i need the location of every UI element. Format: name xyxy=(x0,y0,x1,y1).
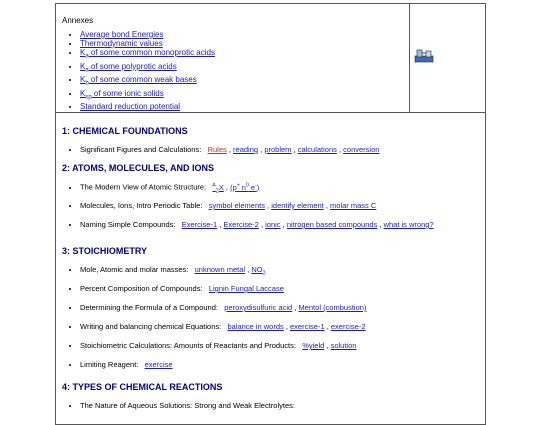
link-separator: , xyxy=(323,201,331,210)
annex-panel xyxy=(56,4,410,112)
topic-label: Limiting Reagent: xyxy=(80,360,145,369)
topic-link[interactable]: reading xyxy=(233,145,259,154)
link-separator: , xyxy=(226,145,234,154)
topic-link[interactable]: Mentol (combustion) xyxy=(298,303,367,312)
annex-item xyxy=(80,62,215,76)
topic-label: Stoichiometric Calculations: Amounts of Reactants and Products: xyxy=(80,341,303,350)
topic-item xyxy=(80,360,366,379)
topic-link[interactable]: $NO_2$ xyxy=(251,265,266,277)
topic-list xyxy=(62,401,299,420)
topic-item xyxy=(80,401,299,420)
annex-link[interactable]: Average bond Energies xyxy=(80,30,164,39)
link-separator: , xyxy=(377,220,384,229)
topic-link[interactable]: (p+ n$^0$ e-) xyxy=(230,182,260,192)
topic-label: Mole, Atomic and molar masses: xyxy=(80,265,195,274)
annex-link[interactable]: Standard reduction potential xyxy=(80,102,181,112)
topic-label: Percent Composition of Compounds: xyxy=(80,284,209,293)
link-separator: , xyxy=(283,322,291,331)
topic-item xyxy=(80,182,434,201)
section-title: 3: STOICHIOMETRY xyxy=(62,246,148,256)
topic-item xyxy=(80,145,379,164)
topic-label: Determining the Formula of a Compound: xyxy=(80,303,225,312)
annex-item xyxy=(80,48,215,62)
annex-item xyxy=(80,75,215,89)
topic-link[interactable]: ionic xyxy=(265,220,281,229)
topic-link[interactable]: molar mass C xyxy=(330,201,377,210)
annex-list xyxy=(62,30,215,111)
link-separator: , xyxy=(291,145,298,154)
annex-link[interactable]: $K_a$ of some polyprotic acids xyxy=(80,61,177,74)
topic-link[interactable]: %yield xyxy=(302,341,325,350)
annex-item xyxy=(80,30,215,39)
annex-link-subscript: b xyxy=(85,80,89,87)
topic-link[interactable]: calculations xyxy=(297,145,337,154)
topic-label: The Nature of Aqueous Solutions: Strong and Weak Electrolytes: xyxy=(80,401,300,410)
topic-link[interactable]: symbol elements xyxy=(208,201,265,210)
topic-item xyxy=(80,265,366,284)
topic-label: Writing and balancing chemical Equations: xyxy=(80,322,228,331)
topic-link[interactable]: $^A_Z$X xyxy=(212,182,224,194)
section-title: 2: ATOMS, MOLECULES, AND IONS xyxy=(62,163,215,173)
link-separator: , xyxy=(280,220,287,229)
topic-list xyxy=(62,182,434,239)
annex-item xyxy=(80,89,215,103)
annex-link-subscript: sp xyxy=(85,94,92,101)
topic-item xyxy=(80,284,366,303)
topic-list xyxy=(62,145,379,164)
topic-label: Naming Simple Compounds: xyxy=(80,220,182,229)
topic-label: The Modern View of Atomic Structure: xyxy=(80,182,213,192)
topic-label: Molecules, Ions, Intro Periodic Table: xyxy=(80,201,209,210)
annex-link-subscript: a xyxy=(85,67,89,74)
link-separator: , xyxy=(336,145,344,154)
link-separator: , xyxy=(223,182,231,192)
link-separator: , xyxy=(292,303,299,312)
section-title: 4: TYPES OF CHEMICAL REACTIONS xyxy=(62,382,223,392)
topic-link[interactable]: peroxydisulfuric acid xyxy=(224,303,293,312)
annex-link[interactable]: $K_{sp}$ of some ionic solids xyxy=(80,88,164,101)
link-separator: , xyxy=(245,265,252,274)
link-separator: , xyxy=(217,220,224,229)
annex-item xyxy=(80,39,215,48)
topic-link[interactable]: Exercise-1 xyxy=(181,220,218,229)
link-separator: , xyxy=(324,322,331,331)
annex-link[interactable]: $K_a$ of some common monoprotic acids xyxy=(80,48,215,60)
section-title: 1: CHEMICAL FOUNDATIONS xyxy=(62,126,188,136)
lab-equipment-icon xyxy=(414,47,434,63)
annex-link[interactable]: $K_b$ of some common weak bases xyxy=(80,75,197,87)
topic-link[interactable]: exercise-2 xyxy=(330,322,366,331)
topic-link[interactable]: exercise xyxy=(144,360,173,369)
topic-link[interactable]: exercise-1 xyxy=(290,322,325,331)
topic-link[interactable]: identify element xyxy=(271,201,324,210)
topic-link[interactable]: nitrogen based compounds xyxy=(286,220,378,229)
topic-label: Significant Figures and Calculations: xyxy=(80,145,208,154)
topic-link[interactable]: solution xyxy=(330,341,357,350)
annex-row xyxy=(56,4,485,113)
topic-link[interactable]: unknown metal xyxy=(194,265,246,274)
link-separator: , xyxy=(258,220,266,229)
topic-link[interactable]: what is wrong? xyxy=(383,220,434,229)
link-separator: , xyxy=(264,201,272,210)
topic-item xyxy=(80,322,366,341)
topic-link[interactable]: Lignin Fungal Laccase xyxy=(208,284,284,293)
topic-link[interactable]: Rules xyxy=(207,145,227,154)
topic-item xyxy=(80,341,366,360)
topic-link[interactable]: conversion xyxy=(343,145,380,154)
link-separator: , xyxy=(324,341,331,350)
topic-link[interactable]: Exercise-2 xyxy=(223,220,259,229)
annex-link-subscript: a xyxy=(85,53,89,60)
link-separator: , xyxy=(258,145,265,154)
topic-link[interactable]: balance in words xyxy=(227,322,284,331)
topic-item xyxy=(80,303,366,322)
annex-item xyxy=(80,102,215,111)
topic-item xyxy=(80,220,434,239)
annex-link[interactable]: Thermodynamic values xyxy=(80,39,163,48)
page-frame xyxy=(55,3,486,425)
topic-list xyxy=(62,265,366,379)
topic-item xyxy=(80,201,434,220)
topic-link[interactable]: problem xyxy=(264,145,292,154)
annex-title: Annexes xyxy=(62,16,94,25)
